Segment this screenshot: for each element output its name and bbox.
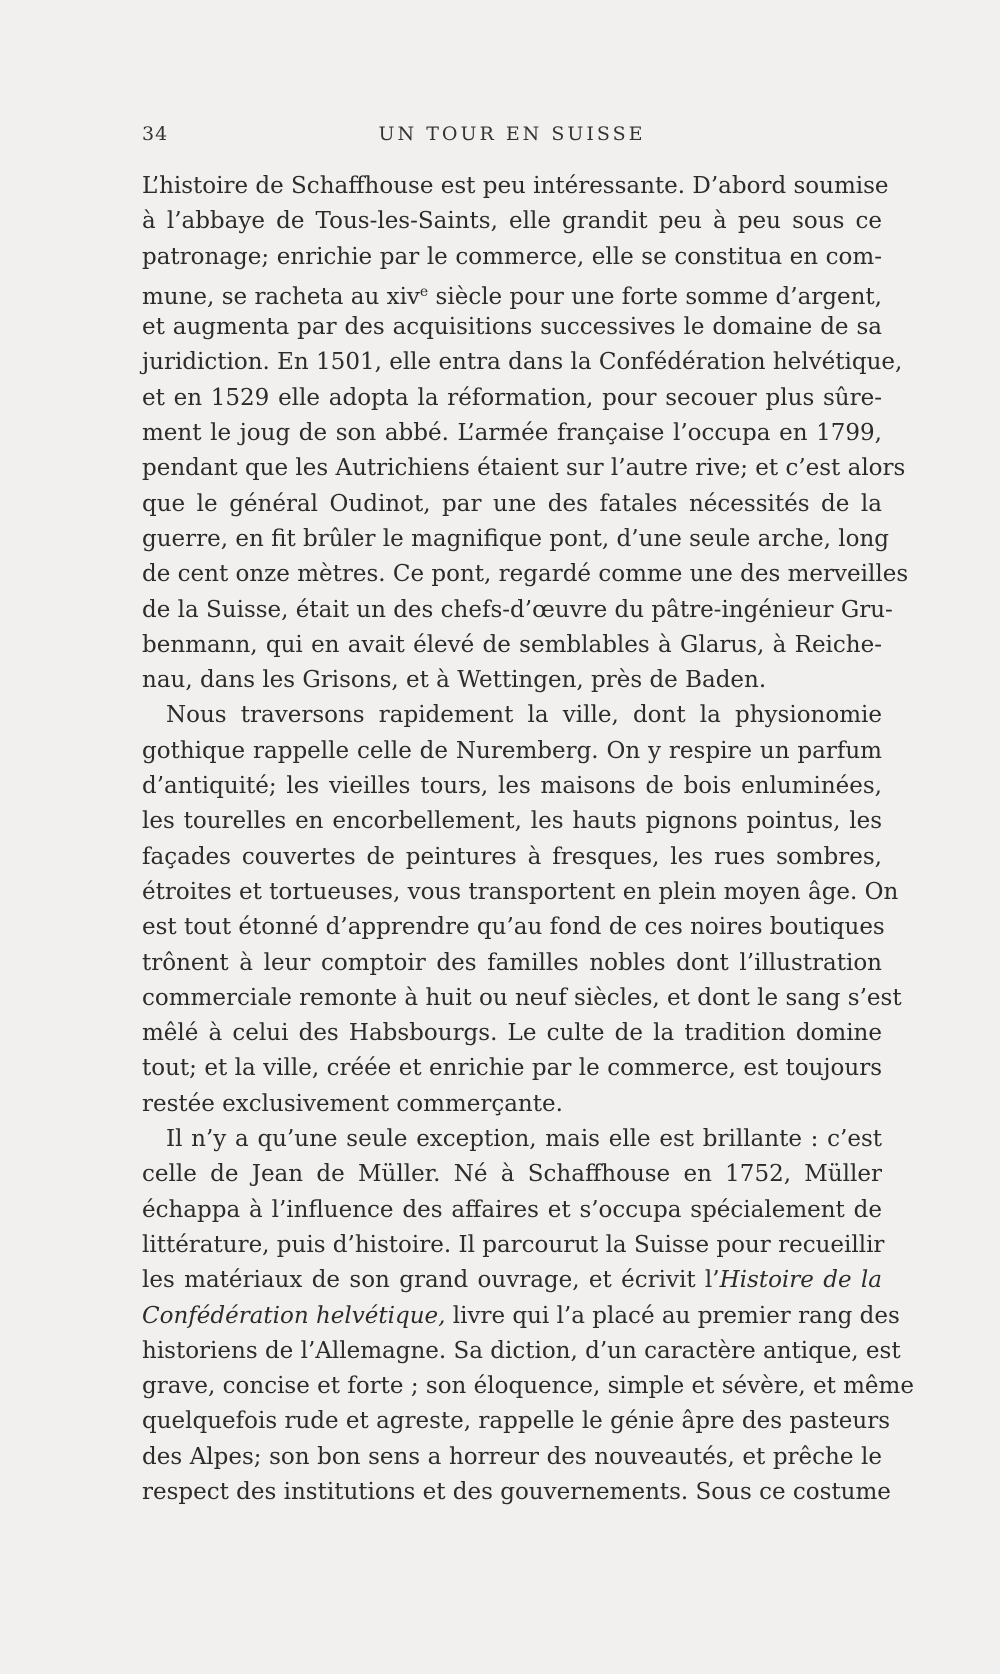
text-line: échappa à l’influence des affaires et s’occupa spécialement de <box>142 1196 882 1223</box>
text-line: mêlé à celui des Habsbourgs. Le culte de la tradition domine <box>142 1020 882 1047</box>
text-line: nau, dans les Grisons, et à Wettingen, près de Baden. <box>142 667 767 694</box>
superscript: e <box>419 283 429 300</box>
text-line: historiens de l’Allemagne. Sa diction, d’un caractère antique, est <box>142 1337 901 1364</box>
text-line: pendant que les Autrichiens étaient sur l’autre rive; et c’est alors <box>142 455 906 482</box>
text-line: que le général Oudinot, par une des fatales nécessités de la <box>142 490 882 517</box>
text-line: Il n’y a qu’une seule exception, mais elle est brillante : c’est <box>166 1126 882 1153</box>
text-line: benmann, qui en avait élevé de semblables à Glarus, à Reiche- <box>142 631 882 658</box>
text-line: commerciale remonte à huit ou neuf siècles, et dont le sang s’est <box>142 984 902 1011</box>
text-line: et en 1529 elle adopta la réformation, pour secouer plus sûre- <box>142 384 882 411</box>
text-line: restée exclusivement commerçante. <box>142 1090 563 1117</box>
text-line: respect des institutions et des gouvernements. Sous ce costume <box>142 1478 891 1505</box>
text-line: patronage; enrichie par le commerce, elle se constitua en com- <box>142 243 882 270</box>
text-line: tout; et la ville, créée et enrichie par le commerce, est toujours <box>142 1055 882 1082</box>
text-line: façades couvertes de peintures à fresques, les rues sombres, <box>142 843 882 870</box>
book-title-italic: Histoire de la <box>719 1267 882 1294</box>
body-text <box>142 169 914 1510</box>
text-line: les tourelles en encorbellement, les hauts pignons pointus, les <box>142 808 882 835</box>
book-title-italic: Confédération helvétique, <box>142 1302 446 1329</box>
text-line: Nous traversons rapidement la ville, dont la physionomie <box>166 702 882 729</box>
text-line: de la Suisse, était un des chefs-d’œuvre du pâtre-ingénieur Gru- <box>142 596 893 623</box>
text-line: est tout étonné d’apprendre qu’au fond de ces noires boutiques <box>142 914 885 941</box>
text-line: de cent onze mètres. Ce pont, regardé comme une des merveilles <box>142 561 909 588</box>
text-line: étroites et tortueuses, vous transportent en plein moyen âge. On <box>142 878 899 905</box>
text-line: ment le joug de son abbé. L’armée française l’occupa en 1799, <box>142 420 882 447</box>
text-line: celle de Jean de Müller. Né à Schaffhouse en 1752, Müller <box>142 1161 882 1188</box>
text-line: littérature, puis d’histoire. Il parcourut la Suisse pour recueillir <box>142 1231 885 1258</box>
text-line: grave, concise et forte ; son éloquence, simple et sévère, et même <box>142 1373 914 1400</box>
text-line: juridiction. En 1501, elle entra dans la Confédération helvétique, <box>142 349 903 376</box>
text-line: et augmenta par des acquisitions successives le domaine de sa <box>142 314 882 341</box>
text-line: gothique rappelle celle de Nuremberg. On y respire un parfum <box>142 737 882 764</box>
text-line: quelquefois rude et agreste, rappelle le génie âpre des pasteurs <box>142 1408 891 1435</box>
text-line: Confédération helvétique, livre qui l’a placé au premier rang des <box>142 1302 900 1329</box>
text-line: à l’abbaye de Tous-les-Saints, elle grandit peu à peu sous ce <box>142 208 882 235</box>
text-line: trônent à leur comptoir des familles nobles dont l’illustration <box>142 949 882 976</box>
page-number: 34 <box>142 123 169 145</box>
running-title: UN TOUR EN SUISSE <box>378 123 646 145</box>
text-line: les matériaux de son grand ouvrage, et écrivit l’Histoire de la <box>142 1267 882 1294</box>
text-line: guerre, en fit brûler le magnifique pont, d’une seule arche, long <box>142 525 890 552</box>
text-line: L’histoire de Schaffhouse est peu intéressante. D’abord soumise <box>142 173 889 199</box>
text-line: des Alpes; son bon sens a horreur des nouveautés, et prêche le <box>142 1443 882 1470</box>
page-header <box>142 123 882 153</box>
text-line: d’antiquité; les vieilles tours, les maisons de bois enluminées, <box>142 773 882 800</box>
text-line: mune, se racheta au xiv$^e$ siècle pour une forte somme d’argent, <box>142 283 882 310</box>
